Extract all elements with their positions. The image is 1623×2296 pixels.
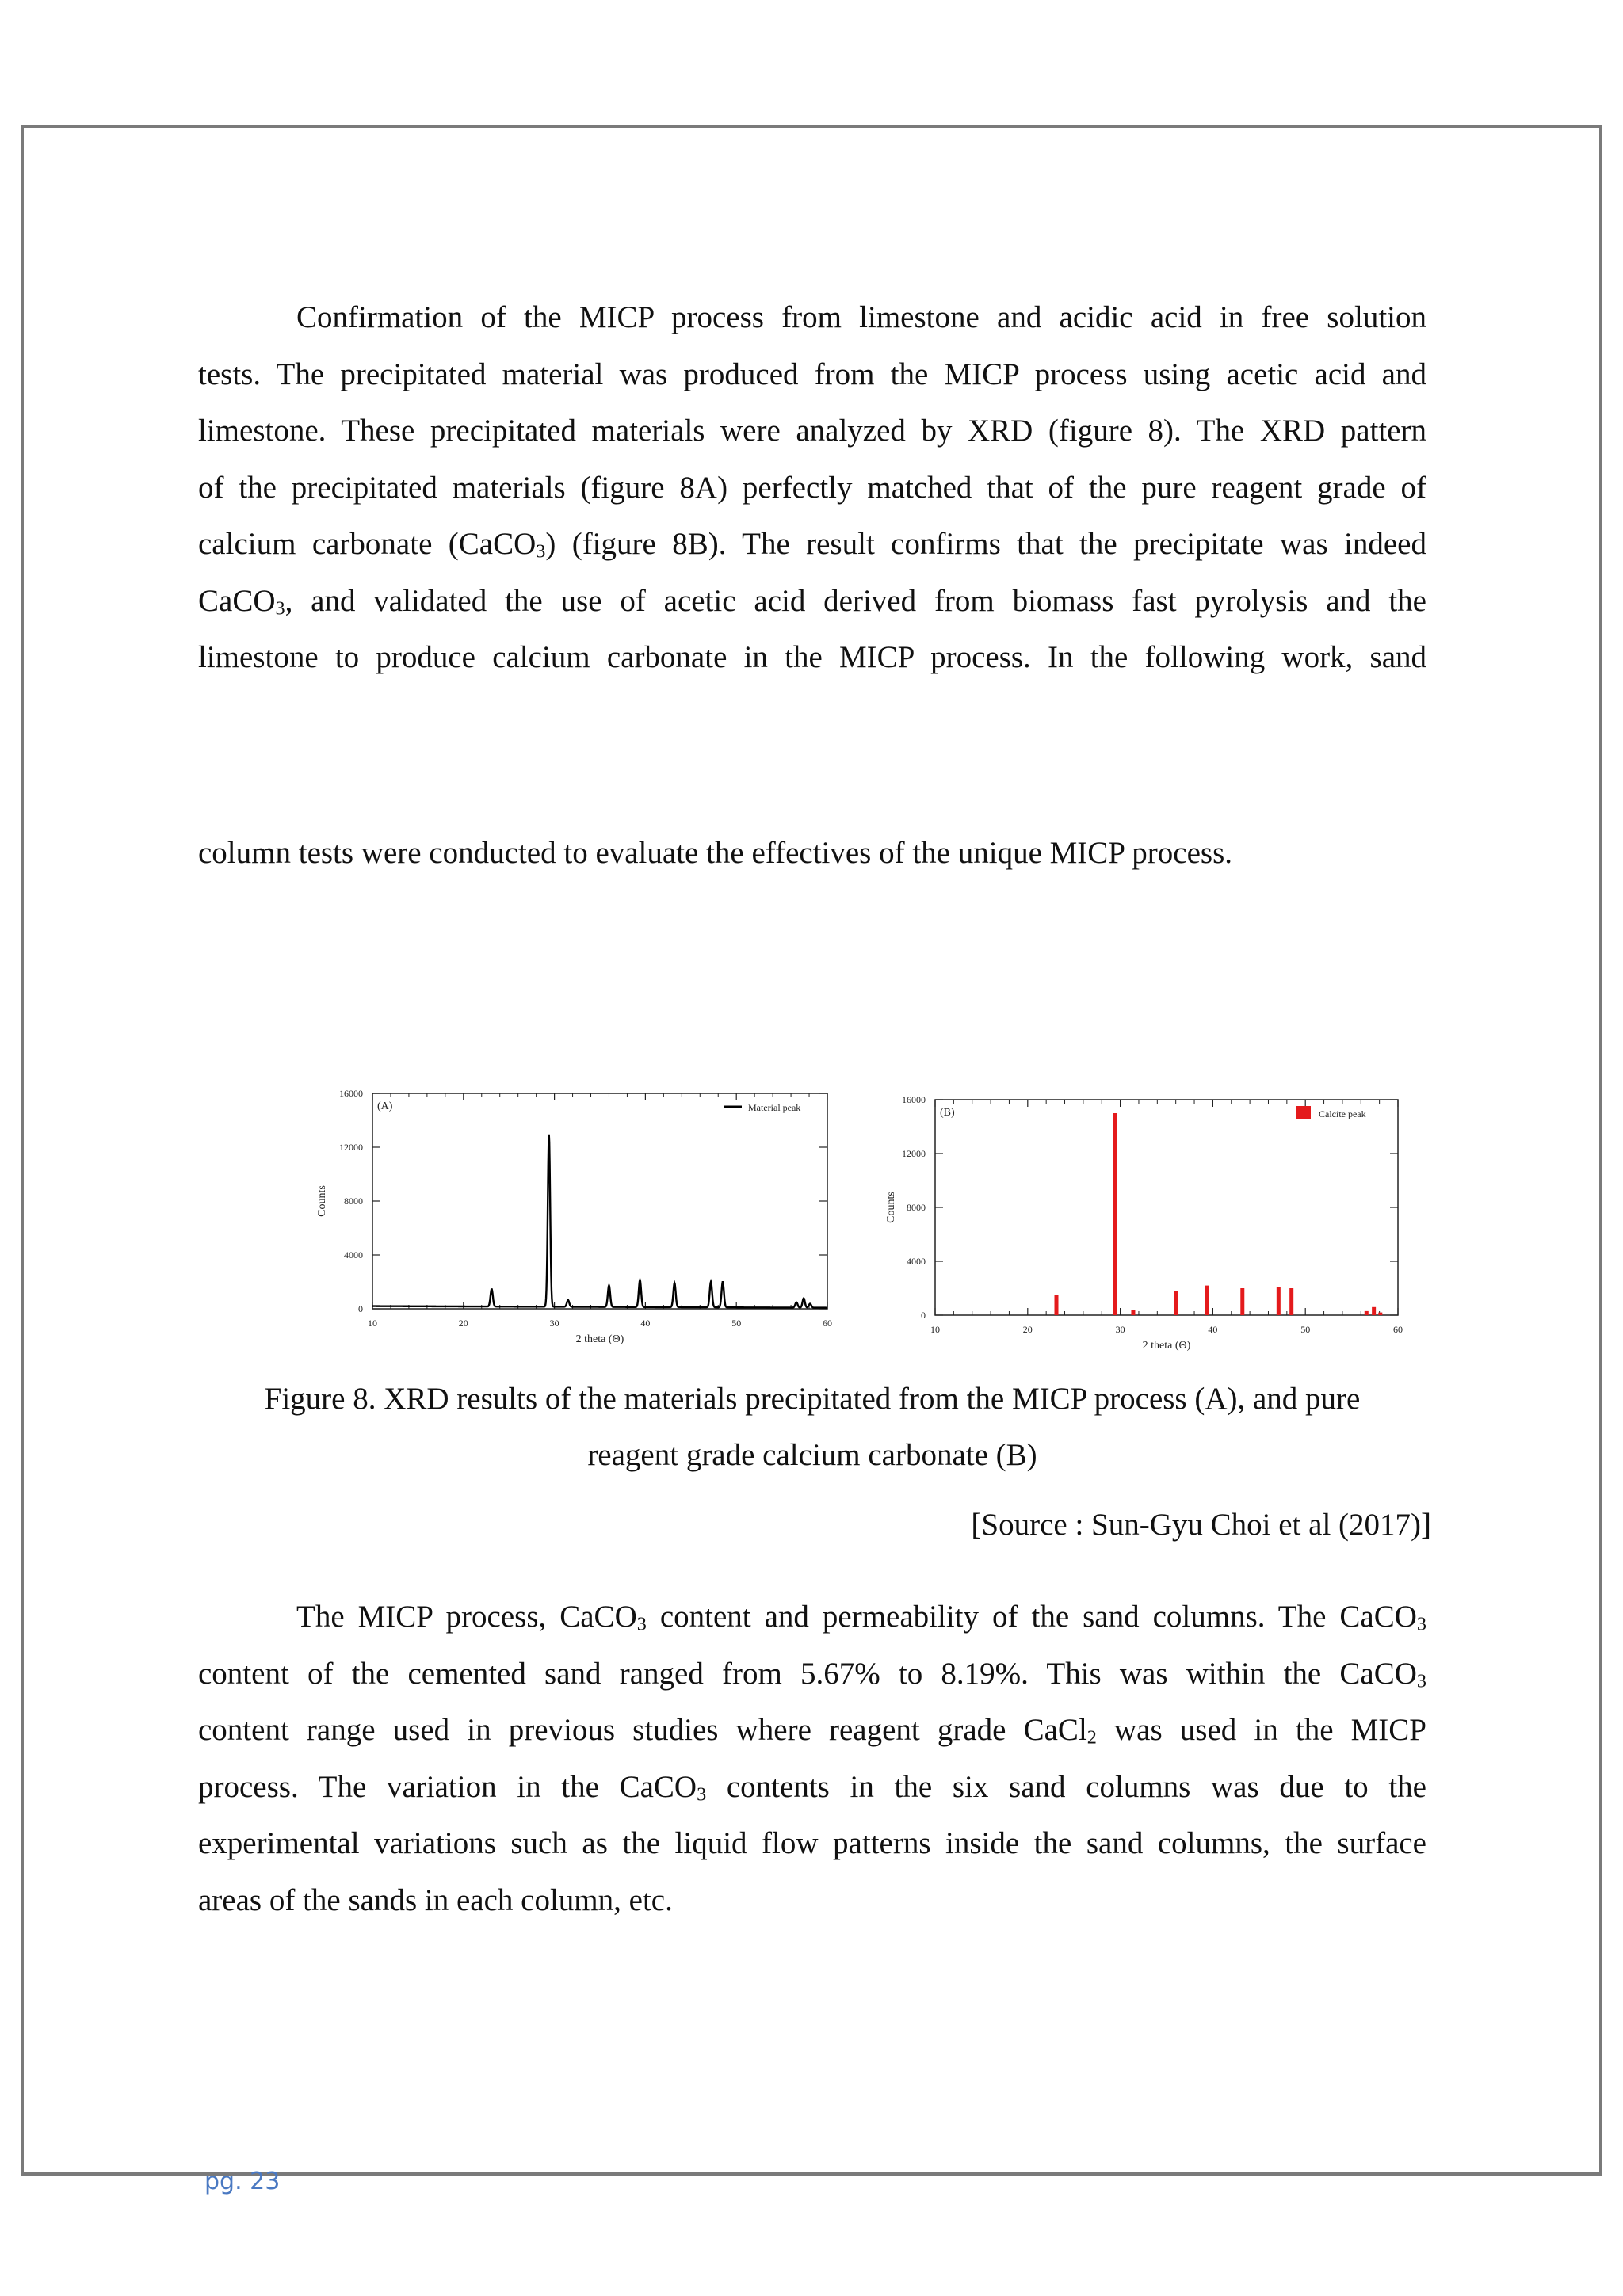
legend-swatch	[1296, 1106, 1311, 1119]
text-line: limestone to produce calcium carbonate in the MICP process. In the following work, sand	[198, 640, 1426, 674]
xrd-chart-a	[314, 1071, 853, 1356]
y-tick-label: 16000	[339, 1088, 363, 1099]
y-tick-label: 8000	[907, 1202, 926, 1213]
page-number: pg. 23	[204, 2168, 281, 2195]
paragraph-intro	[198, 289, 1426, 686]
text-line: tests. The precipitated material was produced from the MICP process using acetic acid and	[198, 357, 1426, 391]
text-line: areas of the sands in each column, etc.	[198, 1882, 673, 1917]
text-line: process. The variation in the CaCO$_3$ contents in the six sand columns was due to the	[198, 1769, 1426, 1805]
y-tick-label: 8000	[344, 1196, 363, 1207]
text-line: content of the cemented sand ranged from 5.67% to 8.19%. This was within the CaCO$_3$	[198, 1656, 1426, 1691]
y-axis-label: Counts	[885, 1192, 897, 1223]
paragraph-intro-continued: column tests were conducted to evaluate the effectives of the unique MICP process.	[198, 836, 1233, 870]
text-line: The MICP process, CaCO$_3$ content and permeability of the sand columns. The CaCO$_3$	[296, 1600, 1427, 1635]
x-tick-label: 30	[549, 1318, 559, 1329]
figure-caption	[198, 1371, 1426, 1483]
y-axis-label: Counts	[316, 1185, 328, 1217]
paragraph-results	[198, 1589, 1426, 1928]
caption-line: Figure 8. XRD results of the materials precipitated from the MICP process (A), and pure	[264, 1382, 1361, 1416]
y-tick-label: 4000	[344, 1249, 363, 1261]
text-line: content range used in previous studies where reagent grade CaCl$_2$ was used in the MICP	[198, 1713, 1426, 1749]
x-tick-label: 20	[458, 1318, 468, 1329]
y-tick-label: 0	[921, 1310, 926, 1321]
figure-source: [Source : Sun-Gyu Choi et al (2017)]	[971, 1508, 1431, 1542]
plot-frame	[372, 1093, 827, 1309]
data-bar	[1277, 1287, 1281, 1315]
text-line: of the precipitated materials (figure 8A) perfectly matched that of the pure reagent grade of	[198, 470, 1426, 505]
x-tick-label: 10	[930, 1324, 940, 1335]
data-bar	[1174, 1291, 1178, 1315]
panel-label: (B)	[940, 1107, 955, 1119]
legend-label: Calcite peak	[1319, 1108, 1366, 1119]
x-tick-label: 30	[1115, 1324, 1125, 1335]
data-bar	[1372, 1307, 1376, 1315]
y-tick-label: 12000	[902, 1148, 926, 1159]
data-bar	[1378, 1313, 1382, 1315]
y-tick-label: 0	[358, 1303, 363, 1314]
panel-label: (A)	[377, 1100, 393, 1112]
data-bar	[1240, 1288, 1244, 1315]
legend-label: Material peak	[748, 1102, 801, 1113]
x-tick-label: 40	[640, 1318, 651, 1329]
data-series-line	[372, 1135, 827, 1308]
text-line: limestone. These precipitated materials were analyzed by XRD (figure 8). The XRD pattern	[198, 414, 1426, 448]
xrd-chart-b	[883, 1076, 1430, 1361]
text-line: CaCO$_3$, and validated the use of acetic acid derived from biomass fast pyrolysis and the	[198, 583, 1426, 619]
plot-frame	[935, 1100, 1398, 1315]
data-bar	[1113, 1113, 1117, 1315]
data-bar	[1365, 1311, 1369, 1315]
text-line: calcium carbonate (CaCO$_3$) (figure 8B). The result confirms that the precipitate was indeed	[198, 527, 1426, 563]
y-tick-label: 12000	[339, 1142, 363, 1153]
data-bar	[1289, 1288, 1293, 1315]
text-line: experimental variations such as the liquid flow patterns inside the sand columns, the surface	[198, 1826, 1426, 1860]
y-tick-label: 4000	[907, 1256, 926, 1267]
data-bar	[1055, 1295, 1059, 1316]
x-tick-label: 60	[1393, 1324, 1403, 1335]
x-tick-label: 60	[823, 1318, 832, 1329]
x-axis-label: 2 theta (Θ)	[575, 1333, 624, 1345]
x-tick-label: 50	[731, 1318, 742, 1329]
x-axis-label: 2 theta (Θ)	[1142, 1340, 1191, 1352]
x-tick-label: 50	[1300, 1324, 1311, 1335]
caption-line: reagent grade calcium carbonate (B)	[587, 1438, 1037, 1472]
data-bar	[1131, 1310, 1135, 1315]
text-line: Confirmation of the MICP process from limestone and acidic acid in free solution	[296, 300, 1426, 334]
x-tick-label: 40	[1208, 1324, 1218, 1335]
data-bar	[1205, 1286, 1209, 1315]
x-tick-label: 10	[368, 1318, 377, 1329]
y-tick-label: 16000	[902, 1094, 926, 1105]
x-tick-label: 20	[1022, 1324, 1033, 1335]
